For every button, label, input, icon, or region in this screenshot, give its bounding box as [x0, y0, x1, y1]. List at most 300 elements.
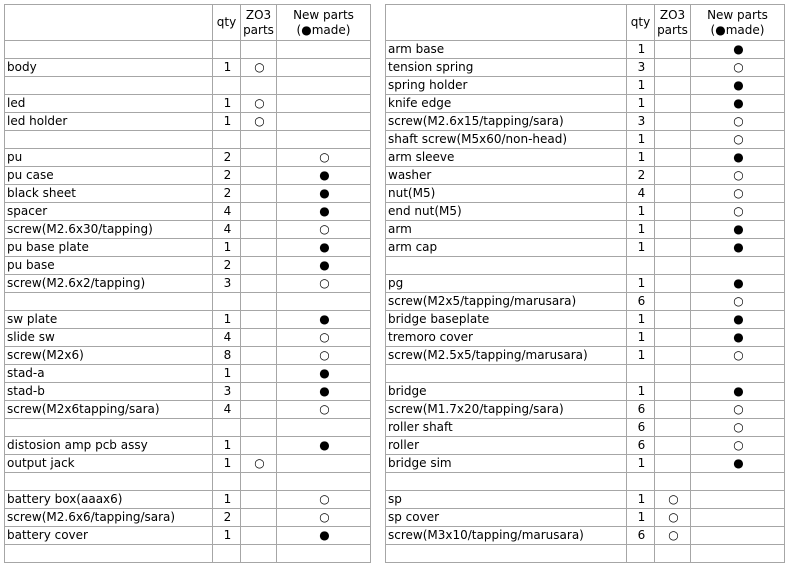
new-parts-cell [277, 419, 371, 437]
zo3-parts-cell [241, 491, 277, 509]
new-parts-cell: ● [691, 95, 785, 113]
zo3-parts-cell [241, 473, 277, 491]
part-name-cell [5, 131, 213, 149]
zo3-parts-cell [241, 275, 277, 293]
new-parts-cell: ● [691, 41, 785, 59]
table-row [386, 545, 785, 563]
qty-cell: 1 [627, 383, 655, 401]
zo3-parts-cell [655, 473, 691, 491]
table-row [5, 41, 371, 59]
part-name-cell: pg [386, 275, 627, 293]
part-name-cell: nut(M5) [386, 185, 627, 203]
part-name-cell: pu [5, 149, 213, 167]
new-parts-cell [277, 455, 371, 473]
part-name-cell: sp [386, 491, 627, 509]
table-row [386, 293, 785, 311]
new-parts-cell [691, 491, 785, 509]
table-row [386, 203, 785, 221]
part-name-cell [386, 365, 627, 383]
qty-cell: 3 [213, 383, 241, 401]
qty-cell: 1 [213, 95, 241, 113]
table-row [386, 185, 785, 203]
new-parts-cell: ● [691, 77, 785, 95]
new-parts-cell [277, 77, 371, 95]
zo3-parts-cell [655, 311, 691, 329]
qty-cell: 2 [213, 509, 241, 527]
zo3-parts-cell [241, 527, 277, 545]
table-row [5, 239, 371, 257]
table-row [5, 383, 371, 401]
new-parts-cell: ● [277, 239, 371, 257]
zo3-parts-cell [241, 149, 277, 167]
new-parts-cell: ○ [277, 509, 371, 527]
table-row [386, 221, 785, 239]
zo3-parts-cell: ○ [655, 509, 691, 527]
part-name-cell [5, 545, 213, 563]
part-name-cell: bridge [386, 383, 627, 401]
part-name-cell: pu case [5, 167, 213, 185]
zo3-header-line2: parts [657, 22, 688, 37]
table-row [5, 419, 371, 437]
table-row [386, 113, 785, 131]
zo3-parts-cell [241, 347, 277, 365]
new-parts-cell [277, 113, 371, 131]
zo3-parts-cell [655, 203, 691, 221]
new-parts-header [691, 5, 785, 41]
table-row [386, 473, 785, 491]
new-parts-cell: ○ [691, 131, 785, 149]
new-parts-cell [691, 365, 785, 383]
qty-cell: 1 [213, 59, 241, 77]
table-row [5, 149, 371, 167]
new-parts-cell: ● [691, 149, 785, 167]
table-row [5, 185, 371, 203]
part-name-cell: screw(M1.7x20/tapping/sara) [386, 401, 627, 419]
qty-cell [213, 419, 241, 437]
new-parts-cell: ○ [277, 275, 371, 293]
table-row [386, 365, 785, 383]
new-parts-cell [277, 131, 371, 149]
new-parts-cell [277, 473, 371, 491]
new-parts-cell: ○ [691, 203, 785, 221]
part-name-cell [386, 257, 627, 275]
qty-cell [213, 131, 241, 149]
new-parts-cell: ● [691, 311, 785, 329]
qty-cell: 1 [627, 509, 655, 527]
zo3-parts-cell [241, 383, 277, 401]
table-row [386, 527, 785, 545]
zo3-parts-cell [241, 131, 277, 149]
zo3-parts-cell [241, 311, 277, 329]
qty-cell [213, 545, 241, 563]
part-name-cell: roller shaft [386, 419, 627, 437]
qty-cell: 8 [213, 347, 241, 365]
part-name-cell: screw(M3x10/tapping/marusara) [386, 527, 627, 545]
qty-cell: 6 [627, 437, 655, 455]
part-name-cell: body [5, 59, 213, 77]
qty-header: qty [213, 5, 241, 41]
part-name-cell [5, 419, 213, 437]
new-parts-cell: ○ [277, 149, 371, 167]
qty-cell [627, 545, 655, 563]
table-row [5, 347, 371, 365]
new-parts-header [277, 5, 371, 41]
new-parts-cell [277, 41, 371, 59]
table-row [386, 401, 785, 419]
new-parts-cell: ● [691, 275, 785, 293]
part-name-cell: screw(M2.6x2/tapping) [5, 275, 213, 293]
zo3-parts-cell: ○ [655, 527, 691, 545]
qty-cell: 6 [627, 293, 655, 311]
zo3-parts-cell [655, 149, 691, 167]
header-row [386, 5, 785, 41]
part-name-cell: screw(M2.6x6/tapping/sara) [5, 509, 213, 527]
zo3-parts-cell [655, 185, 691, 203]
part-name-cell: bridge sim [386, 455, 627, 473]
table-row [5, 455, 371, 473]
part-name-cell: battery cover [5, 527, 213, 545]
new-parts-cell: ● [691, 329, 785, 347]
zo3-parts-cell: ○ [241, 113, 277, 131]
zo3-parts-cell [655, 77, 691, 95]
table-row [386, 149, 785, 167]
zo3-parts-cell [241, 401, 277, 419]
table-row [386, 77, 785, 95]
part-name-cell: stad-b [5, 383, 213, 401]
zo3-parts-cell [241, 365, 277, 383]
zo3-parts-cell [655, 545, 691, 563]
zo3-parts-header [241, 5, 277, 41]
new-parts-cell [691, 257, 785, 275]
new-parts-cell: ○ [691, 167, 785, 185]
table-row [386, 239, 785, 257]
qty-cell: 1 [627, 491, 655, 509]
qty-cell: 1 [627, 455, 655, 473]
new-parts-cell: ○ [691, 347, 785, 365]
part-name-cell: tremoro cover [386, 329, 627, 347]
table-row [5, 545, 371, 563]
table-row [386, 167, 785, 185]
new-parts-cell: ● [277, 203, 371, 221]
zo3-parts-cell [655, 41, 691, 59]
new-parts-cell: ○ [691, 437, 785, 455]
part-name-cell: pu base plate [5, 239, 213, 257]
qty-cell: 4 [213, 329, 241, 347]
table-row [386, 59, 785, 77]
table-row [5, 95, 371, 113]
qty-cell: 1 [213, 527, 241, 545]
right-parts-table [385, 4, 785, 563]
qty-cell: 1 [627, 275, 655, 293]
part-name-cell: screw(M2x5/tapping/marusara) [386, 293, 627, 311]
table-row [5, 77, 371, 95]
zo3-parts-cell [655, 347, 691, 365]
zo3-parts-header [655, 5, 691, 41]
zo3-parts-cell [655, 437, 691, 455]
table-row [386, 347, 785, 365]
zo3-parts-cell: ○ [241, 95, 277, 113]
part-name-cell: battery box(aaax6) [5, 491, 213, 509]
qty-cell: 1 [627, 149, 655, 167]
new-parts-cell: ● [277, 437, 371, 455]
table-row [5, 131, 371, 149]
qty-cell [213, 77, 241, 95]
qty-cell: 1 [627, 311, 655, 329]
table-row [5, 113, 371, 131]
qty-cell: 2 [213, 167, 241, 185]
zo3-header-line1: ZO3 [245, 7, 272, 22]
new-parts-cell: ● [691, 383, 785, 401]
new-header-line1: New parts [707, 7, 768, 22]
left-parts-table [4, 4, 371, 563]
qty-cell: 3 [627, 59, 655, 77]
table-row [386, 437, 785, 455]
new-parts-cell: ○ [691, 113, 785, 131]
part-name-cell: shaft screw(M5x60/non-head) [386, 131, 627, 149]
table-row [386, 41, 785, 59]
qty-cell: 1 [627, 203, 655, 221]
qty-cell: 2 [213, 257, 241, 275]
table-row [5, 257, 371, 275]
zo3-parts-cell [241, 509, 277, 527]
zo3-parts-cell: ○ [655, 491, 691, 509]
qty-cell [213, 473, 241, 491]
right-table-body [386, 41, 785, 563]
table-row [386, 275, 785, 293]
qty-cell: 1 [627, 41, 655, 59]
zo3-parts-cell [241, 77, 277, 95]
new-parts-cell: ○ [691, 293, 785, 311]
qty-cell: 1 [213, 491, 241, 509]
qty-cell: 1 [627, 329, 655, 347]
part-name-cell: slide sw [5, 329, 213, 347]
table-row [386, 95, 785, 113]
zo3-parts-cell [655, 95, 691, 113]
part-name-cell: knife edge [386, 95, 627, 113]
part-name-cell: arm base [386, 41, 627, 59]
part-name-cell: end nut(M5) [386, 203, 627, 221]
table-row [5, 527, 371, 545]
part-name-cell: black sheet [5, 185, 213, 203]
part-name-cell: washer [386, 167, 627, 185]
zo3-parts-cell [241, 257, 277, 275]
qty-cell [213, 293, 241, 311]
table-row [5, 401, 371, 419]
part-name-cell: arm [386, 221, 627, 239]
qty-cell: 1 [213, 239, 241, 257]
zo3-parts-cell [241, 329, 277, 347]
part-name-cell [5, 293, 213, 311]
qty-cell: 2 [213, 185, 241, 203]
new-parts-cell: ● [691, 455, 785, 473]
table-row [5, 329, 371, 347]
new-parts-cell: ○ [691, 185, 785, 203]
zo3-parts-cell [655, 275, 691, 293]
new-parts-cell: ○ [277, 221, 371, 239]
table-row [5, 167, 371, 185]
part-name-cell: bridge baseplate [386, 311, 627, 329]
qty-cell: 4 [213, 203, 241, 221]
zo3-parts-cell [241, 185, 277, 203]
name-header [386, 5, 627, 41]
part-name-cell: led holder [5, 113, 213, 131]
new-parts-cell [277, 293, 371, 311]
qty-cell: 1 [627, 239, 655, 257]
table-row [386, 329, 785, 347]
zo3-parts-cell [655, 167, 691, 185]
zo3-parts-cell [241, 293, 277, 311]
new-parts-cell [277, 545, 371, 563]
zo3-header-line2: parts [243, 22, 274, 37]
qty-cell: 1 [627, 347, 655, 365]
header-row [5, 5, 371, 41]
zo3-parts-cell [655, 383, 691, 401]
new-parts-cell [691, 473, 785, 491]
qty-cell: 1 [213, 455, 241, 473]
qty-cell: 4 [627, 185, 655, 203]
zo3-parts-cell [655, 401, 691, 419]
table-row [386, 257, 785, 275]
zo3-parts-cell [241, 203, 277, 221]
table-row [386, 455, 785, 473]
table-row [5, 311, 371, 329]
name-header [5, 5, 213, 41]
qty-cell: 1 [627, 131, 655, 149]
new-parts-cell [691, 527, 785, 545]
zo3-parts-cell [241, 41, 277, 59]
qty-cell: 3 [627, 113, 655, 131]
part-name-cell [5, 77, 213, 95]
table-row [386, 311, 785, 329]
qty-cell: 1 [627, 95, 655, 113]
part-name-cell: screw(M2.5x5/tapping/marusara) [386, 347, 627, 365]
zo3-parts-cell [655, 329, 691, 347]
new-parts-cell: ● [277, 365, 371, 383]
table-row [386, 131, 785, 149]
part-name-cell: sp cover [386, 509, 627, 527]
zo3-parts-cell [655, 257, 691, 275]
zo3-parts-cell [655, 239, 691, 257]
new-header-line2: (●made) [296, 22, 351, 37]
table-row [5, 437, 371, 455]
qty-cell: 1 [213, 311, 241, 329]
zo3-parts-cell [241, 419, 277, 437]
zo3-parts-cell [655, 221, 691, 239]
qty-cell [627, 257, 655, 275]
table-row [5, 59, 371, 77]
table-row [386, 509, 785, 527]
new-parts-cell: ○ [691, 401, 785, 419]
zo3-parts-cell [655, 293, 691, 311]
zo3-parts-cell [655, 419, 691, 437]
new-parts-cell: ● [277, 311, 371, 329]
new-parts-cell [277, 59, 371, 77]
zo3-parts-cell [241, 239, 277, 257]
new-header-line1: New parts [293, 7, 354, 22]
part-name-cell [386, 545, 627, 563]
zo3-parts-cell [655, 113, 691, 131]
part-name-cell: stad-a [5, 365, 213, 383]
qty-cell: 4 [213, 221, 241, 239]
qty-cell: 6 [627, 401, 655, 419]
qty-cell: 1 [213, 113, 241, 131]
table-row [386, 383, 785, 401]
qty-cell: 6 [627, 419, 655, 437]
part-name-cell: screw(M2x6) [5, 347, 213, 365]
qty-cell: 1 [627, 221, 655, 239]
qty-header: qty [627, 5, 655, 41]
part-name-cell: sw plate [5, 311, 213, 329]
part-name-cell: distosion amp pcb assy [5, 437, 213, 455]
part-name-cell: arm sleeve [386, 149, 627, 167]
zo3-header-line1: ZO3 [659, 7, 686, 22]
part-name-cell: screw(M2x6tapping/sara) [5, 401, 213, 419]
qty-cell: 1 [627, 77, 655, 95]
left-table-body [5, 41, 371, 563]
zo3-parts-cell: ○ [241, 455, 277, 473]
table-row [386, 491, 785, 509]
part-name-cell: roller [386, 437, 627, 455]
zo3-parts-cell [655, 455, 691, 473]
part-name-cell: screw(M2.6x30/tapping) [5, 221, 213, 239]
new-parts-cell [691, 545, 785, 563]
new-parts-cell: ○ [277, 329, 371, 347]
new-parts-cell [277, 95, 371, 113]
table-row [5, 275, 371, 293]
new-parts-cell [691, 509, 785, 527]
new-parts-cell: ● [691, 239, 785, 257]
table-row [5, 221, 371, 239]
new-parts-cell: ● [691, 221, 785, 239]
zo3-parts-cell [655, 131, 691, 149]
part-name-cell: spacer [5, 203, 213, 221]
new-parts-cell: ● [277, 257, 371, 275]
new-parts-cell: ○ [277, 401, 371, 419]
new-parts-cell: ● [277, 185, 371, 203]
part-name-cell [386, 473, 627, 491]
qty-cell [627, 473, 655, 491]
zo3-parts-cell [241, 437, 277, 455]
table-row [5, 293, 371, 311]
part-name-cell [5, 41, 213, 59]
qty-cell: 2 [213, 149, 241, 167]
part-name-cell: screw(M2.6x15/tapping/sara) [386, 113, 627, 131]
zo3-parts-cell [241, 167, 277, 185]
zo3-parts-cell [655, 59, 691, 77]
part-name-cell [5, 473, 213, 491]
qty-cell: 3 [213, 275, 241, 293]
part-name-cell: output jack [5, 455, 213, 473]
new-header-line2: (●made) [710, 22, 765, 37]
new-parts-cell: ○ [277, 491, 371, 509]
table-row [5, 509, 371, 527]
table-row [5, 473, 371, 491]
qty-cell: 2 [627, 167, 655, 185]
part-name-cell: pu base [5, 257, 213, 275]
table-row [5, 365, 371, 383]
table-row [5, 203, 371, 221]
new-parts-cell: ○ [691, 59, 785, 77]
part-name-cell: tension spring [386, 59, 627, 77]
zo3-parts-cell [241, 221, 277, 239]
zo3-parts-cell: ○ [241, 59, 277, 77]
qty-cell: 4 [213, 401, 241, 419]
qty-cell: 1 [213, 437, 241, 455]
zo3-parts-cell [241, 545, 277, 563]
new-parts-cell: ● [277, 167, 371, 185]
part-name-cell: arm cap [386, 239, 627, 257]
part-name-cell: spring holder [386, 77, 627, 95]
